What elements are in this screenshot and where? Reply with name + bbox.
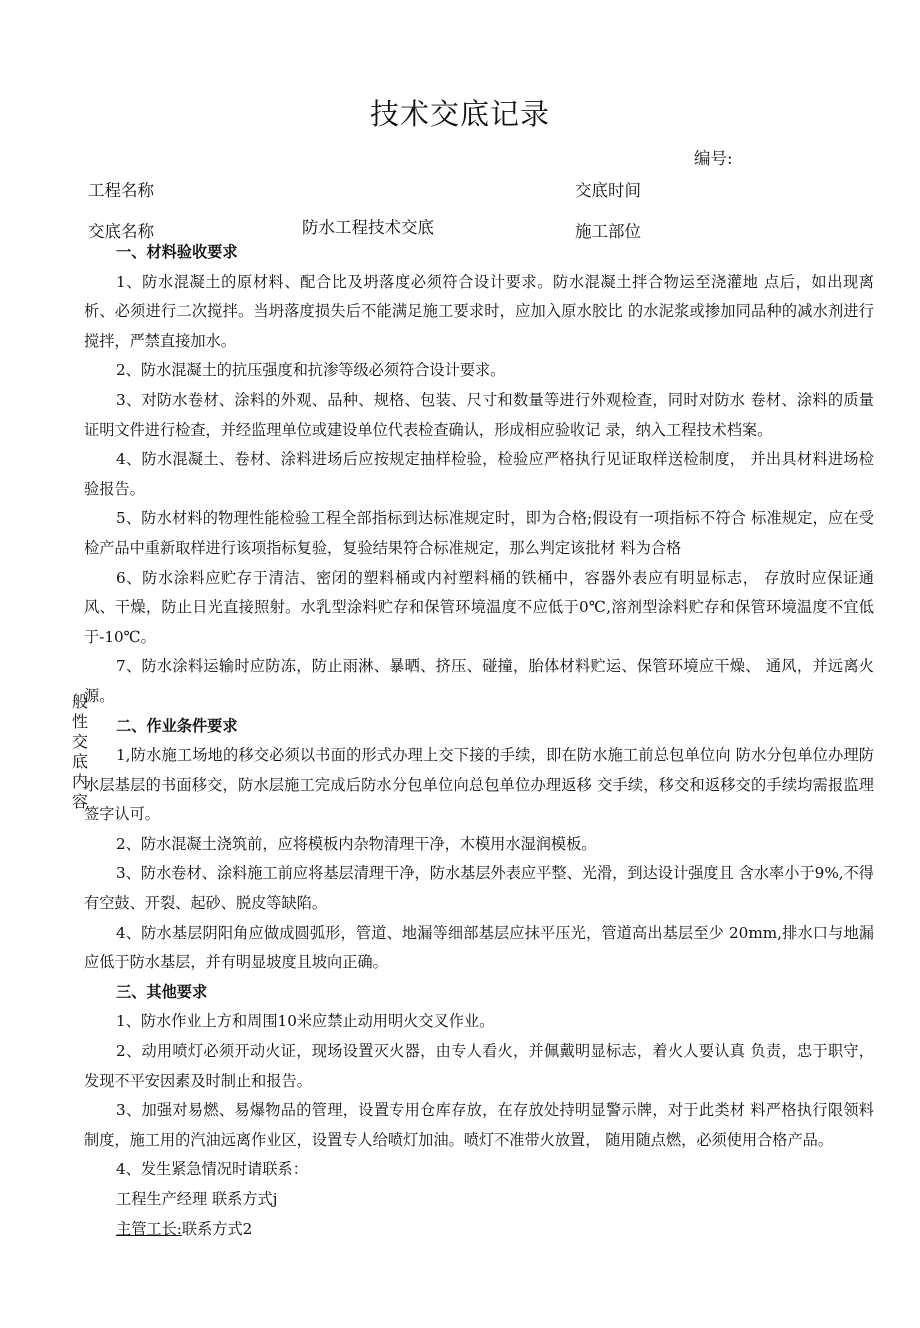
handover-name-value: 防水工程技术交底 <box>302 218 434 237</box>
handover-time-label: 交底时间 <box>575 181 641 200</box>
project-name-label: 工程名称 <box>88 181 154 200</box>
paragraph-2-4: 4、防水基层阴阳角应做成圆弧形，管道、地漏等细部基层应抹平压光，管道高出基层至少 20mm,排水口与地漏应低于防水基层，并有明显坡度且坡向正确。 <box>84 923 874 972</box>
paragraph-2-3: 3、防水卷材、涂料施工前应将基层清理干净，防水基层外表应平整、光滑，到达设计强度且 含水率小于9%,不得有空鼓、开裂、起砂、脱皮等缺陷。 <box>84 864 874 913</box>
paragraph-1-1: 1、防水混凝土的原材料、配合比及坍落度必须符合设计要求。防水混凝土拌合物运至浇灌地 点后，如出现离析、必须进行二次搅拌。当坍落度损失后不能满足施工要求时，应加入原水胶比 的水泥浆或掺加同品种的减水剂进行搅拌，严禁直接加水。 <box>84 272 874 350</box>
paragraph-1-6: 6、防水涂料应贮存于清洁、密闭的塑料桶或内衬塑料桶的铁桶中，容器外表应有明显标志， 存放时应保证通风、干燥，防止日光直接照射。水乳型涂料贮存和保管环境温度不应低于0℃,溶剂型涂料贮存和保管环境温度不宜低于-10℃。 <box>84 568 874 646</box>
paragraph-3-4: 4、发生紧急情况时请联系： <box>116 1160 308 1179</box>
paragraph-1-5: 5、防水材料的物理性能检验工程全部指标到达标准规定时，即为合格;假设有一项指标不符合 标准规定，应在受检产品中重新取样进行该项指标复验，复验结果符合标准规定，那么判定该批材 料为合格 <box>84 509 874 557</box>
paragraph-1-2: 2、防水混凝土的抗压强度和抗渗等级必须符合设计要求。 <box>116 361 506 380</box>
section-heading-1: 一、材料验收要求 <box>116 243 238 261</box>
section-heading-3: 三、其他要求 <box>116 982 208 1001</box>
construction-part-label: 施工部位 <box>575 222 641 241</box>
foreman-contact: 联系方式2 <box>181 1219 253 1238</box>
handover-name-label: 交底名称 <box>88 222 154 241</box>
contact-line-1: 工程生产经理 联系方式j <box>116 1190 278 1208</box>
paragraph-3-1: 1、防水作业上方和周围10米应禁止动用明火交叉作业。 <box>116 1012 495 1031</box>
side-label: 般性交底内容 <box>71 692 88 811</box>
paragraph-2-2: 2、防水混凝土浇筑前，应将模板内杂物清理干净，木模用水湿润模板。 <box>116 834 597 853</box>
contact-line-2 <box>84 1215 874 1245</box>
section-heading-2: 二、作业条件要求 <box>116 716 238 735</box>
paragraph-2-1: 1,防水施工场地的移交必须以书面的形式办理上交下接的手续，即在防水施工前总包单位向 防水分包单位办理防水层基层的书面移交，防水层施工完成后防水分包单位向总包单位办理返移 交手续，移交和返移交的手续均需报监理签字认可。 <box>84 746 874 824</box>
page-title: 技术交底记录 <box>369 97 550 131</box>
number-label: 编号: <box>694 149 733 168</box>
handover-content <box>84 238 874 1244</box>
paragraph-3-3: 3、加强对易燃、易爆物品的管理，设置专用仓库存放，在存放处持明显警示牌，对于此类材 料严格执行限领料制度，施工用的汽油远离作业区，设置专人给喷灯加油。喷灯不准带火放置， 随用随点燃，必须使用合格产品。 <box>84 1101 874 1149</box>
foreman-label: 主管工长: <box>116 1219 182 1238</box>
paragraph-3-2: 2、动用喷灯必须开动火证，现场设置灭火器，由专人看火，并佩戴明显标志，着火人要认真 负责，忠于职守，发现不平安因素及时制止和报告。 <box>84 1042 874 1090</box>
paragraph-1-7: 7、防水涂料运输时应防冻，防止雨淋、暴晒、挤压、碰撞，胎体材料贮运、保管环境应干燥、 通风，并远离火源。 <box>84 657 874 705</box>
paragraph-1-4: 4、防水混凝土、卷材、涂料进场后应按规定抽样检验，检验应严格执行见证取样送检制度， 并出具材料进场检验报告。 <box>84 450 874 498</box>
paragraph-1-3: 3、对防水卷材、涂料的外观、品种、规格、包装、尺寸和数量等进行外观检查，同时对防水 卷材、涂料的质量证明文件进行检查，并经监理单位或建设单位代表检查确认，形成相应验收记 录，纳入工程技术档案。 <box>84 390 874 439</box>
